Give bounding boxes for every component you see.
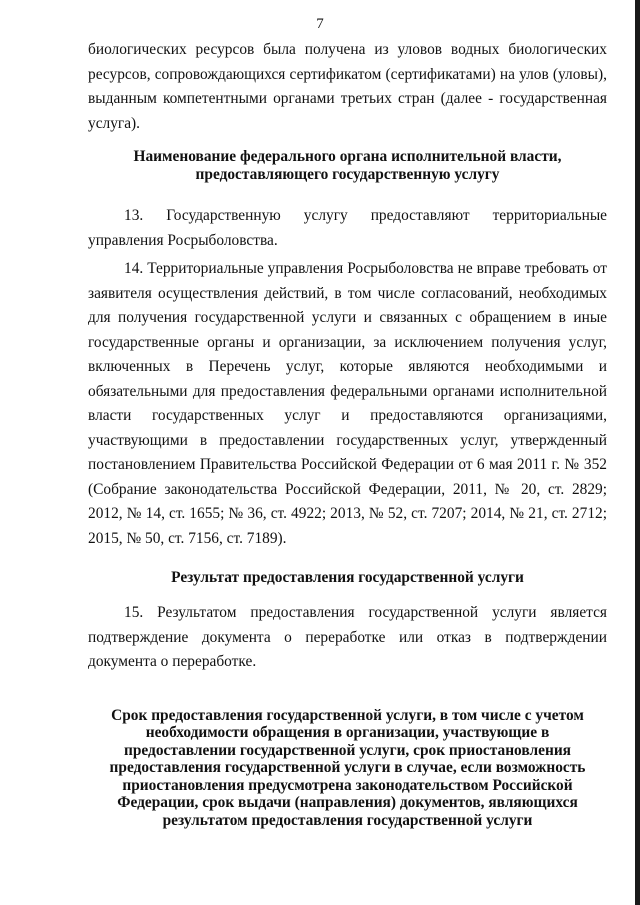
paragraph-15: 15. Результатом предоставления государственной услуги является подтверждение документа о переработке или отказ в подтверждении документа о переработке. (88, 604, 607, 670)
page-edge-shadow (635, 0, 640, 905)
heading-service-result: Результат предоставления государственной услуги (171, 569, 524, 586)
document-page (88, 38, 607, 829)
heading-service-term: Срок предоставления государственной услуги, в том числе с учетом необходимости обращения в организации, участвующие в предоставлении государственной услуги, срок приостановления предоставления государственной услуги в случае, если возможность приостановления предусмотрена законодательством Российской Федерации, срок выдачи (направления) документов, являющихся результатом предоставления государственной услуги (109, 706, 586, 829)
paragraph-14: 14. Территориальные управления Росрыболовства не вправе требовать от заявителя осуществления действий, в том числе согласований, необходимых для получения государственной услуги и связанных с обращением в иные государственные органы и организации, за исключением получения услуг, включенных в Перечень услуг, которые являются необходимыми и обязательными для предоставления федеральными органами исполнительной власти государственных услуг и предоставляются организациями, участвующими в предоставлении государственных услуг, утвержденный постановлением Правительства Российской Федерации от 6 мая 2011 г. № 352 (Собрание законодательства Российской Федерации, 2011, № 20, ст. 2829; 2012, № 14, ст. 1655; № 36, ст. 4922; 2013, № 52, ст. 7207; 2014, № 21, ст. 2712; 2015, № 50, ст. 7156, ст. 7189). (88, 260, 607, 547)
paragraph-13: 13. Государственную услугу предоставляют территориальные управления Росрыболовства. (88, 207, 607, 249)
page-number: 7 (316, 16, 324, 32)
heading-federal-authority: Наименование федерального органа исполнительной власти, предоставляющего государственную услугу (133, 148, 562, 183)
paragraph-intro: биологических ресурсов была получена из уловов водных биологических ресурсов, сопровождающихся сертификатом (сертификатами) на улов (уловы), выданным компетентными органами третьих стран (далее - государственная услуга). (88, 41, 607, 132)
